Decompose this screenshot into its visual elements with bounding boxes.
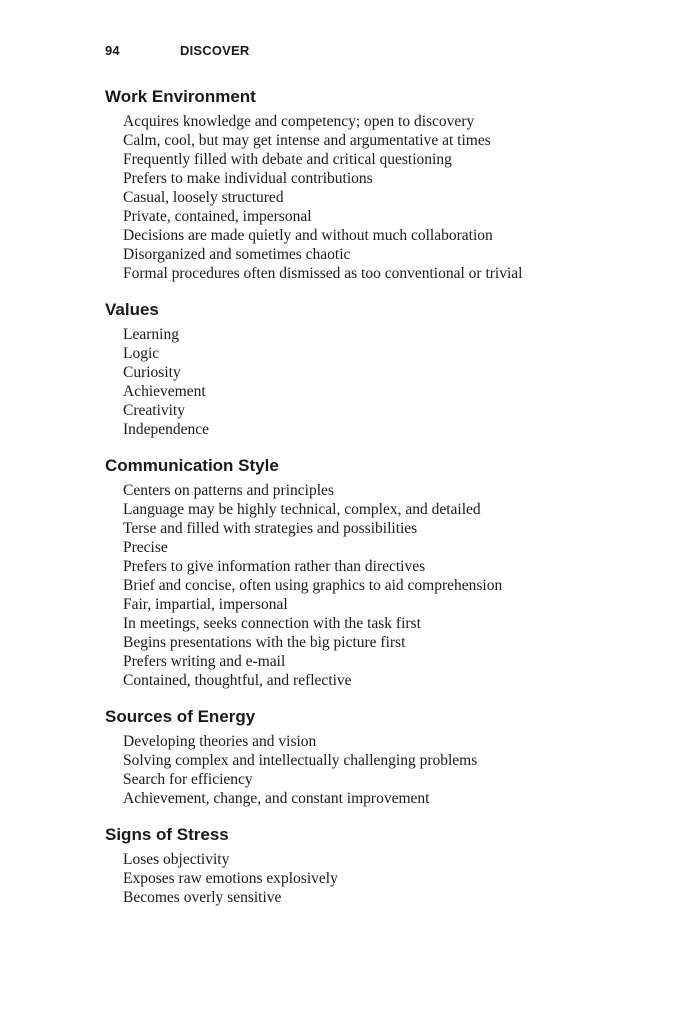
list-item: Casual, loosely structured — [123, 189, 284, 206]
section-heading: Sources of Energy — [105, 707, 256, 726]
page-number: 94 — [105, 42, 120, 58]
list-item: Creativity — [123, 402, 185, 419]
section-work-environment — [105, 84, 665, 283]
list-item: Developing theories and vision — [123, 733, 317, 750]
list-item: Learning — [123, 326, 179, 343]
list-item: Achievement, change, and constant improvement — [123, 790, 430, 807]
list-item: Prefers writing and e-mail — [123, 653, 286, 670]
list-item: Prefers to give information rather than directives — [123, 558, 426, 575]
list-item: Loses objectivity — [123, 851, 230, 868]
list-item: Independence — [123, 421, 210, 438]
list-item: Begins presentations with the big picture first — [123, 634, 406, 651]
section-heading: Values — [105, 300, 159, 319]
list-item: Language may be highly technical, complex, and detailed — [123, 501, 481, 518]
list-item: Decisions are made quietly and without much collaboration — [123, 227, 493, 244]
list-item: Prefers to make individual contributions — [123, 170, 373, 187]
section-communication-style — [105, 453, 665, 690]
section-heading: Signs of Stress — [105, 825, 229, 844]
list-item: Disorganized and sometimes chaotic — [123, 246, 351, 263]
list-item: Formal procedures often dismissed as too conventional or trivial — [123, 265, 523, 282]
section-values — [105, 297, 665, 439]
section-heading: Work Environment — [105, 87, 256, 106]
list-item: Solving complex and intellectually challenging problems — [123, 752, 478, 769]
item-list — [105, 112, 665, 283]
list-item: Centers on patterns and principles — [123, 482, 334, 499]
item-list — [105, 732, 665, 808]
book-page — [105, 40, 665, 907]
list-item: Becomes overly sensitive — [123, 889, 282, 906]
list-item: Achievement — [123, 383, 206, 400]
item-list — [105, 325, 665, 439]
list-item: Search for efficiency — [123, 771, 253, 788]
section-heading: Communication Style — [105, 456, 279, 475]
list-item: Contained, thoughtful, and reflective — [123, 672, 352, 689]
list-item: Exposes raw emotions explosively — [123, 870, 338, 887]
list-item: Calm, cool, but may get intense and argumentative at times — [123, 132, 491, 149]
list-item: In meetings, seeks connection with the task first — [123, 615, 421, 632]
list-item: Logic — [123, 345, 160, 362]
section-sources-of-energy — [105, 704, 665, 808]
item-list — [105, 850, 665, 907]
list-item: Fair, impartial, impersonal — [123, 596, 288, 613]
list-item: Curiosity — [123, 364, 181, 381]
list-item: Brief and concise, often using graphics to aid comprehension — [123, 577, 503, 594]
item-list — [105, 481, 665, 690]
chapter-title: DISCOVER — [180, 42, 250, 58]
list-item: Terse and filled with strategies and possibilities — [123, 520, 418, 537]
running-head — [105, 40, 665, 60]
list-item: Precise — [123, 539, 168, 556]
section-signs-of-stress — [105, 822, 665, 907]
list-item: Private, contained, impersonal — [123, 208, 312, 225]
list-item: Frequently filled with debate and critical questioning — [123, 151, 452, 168]
list-item: Acquires knowledge and competency; open to discovery — [123, 113, 475, 130]
